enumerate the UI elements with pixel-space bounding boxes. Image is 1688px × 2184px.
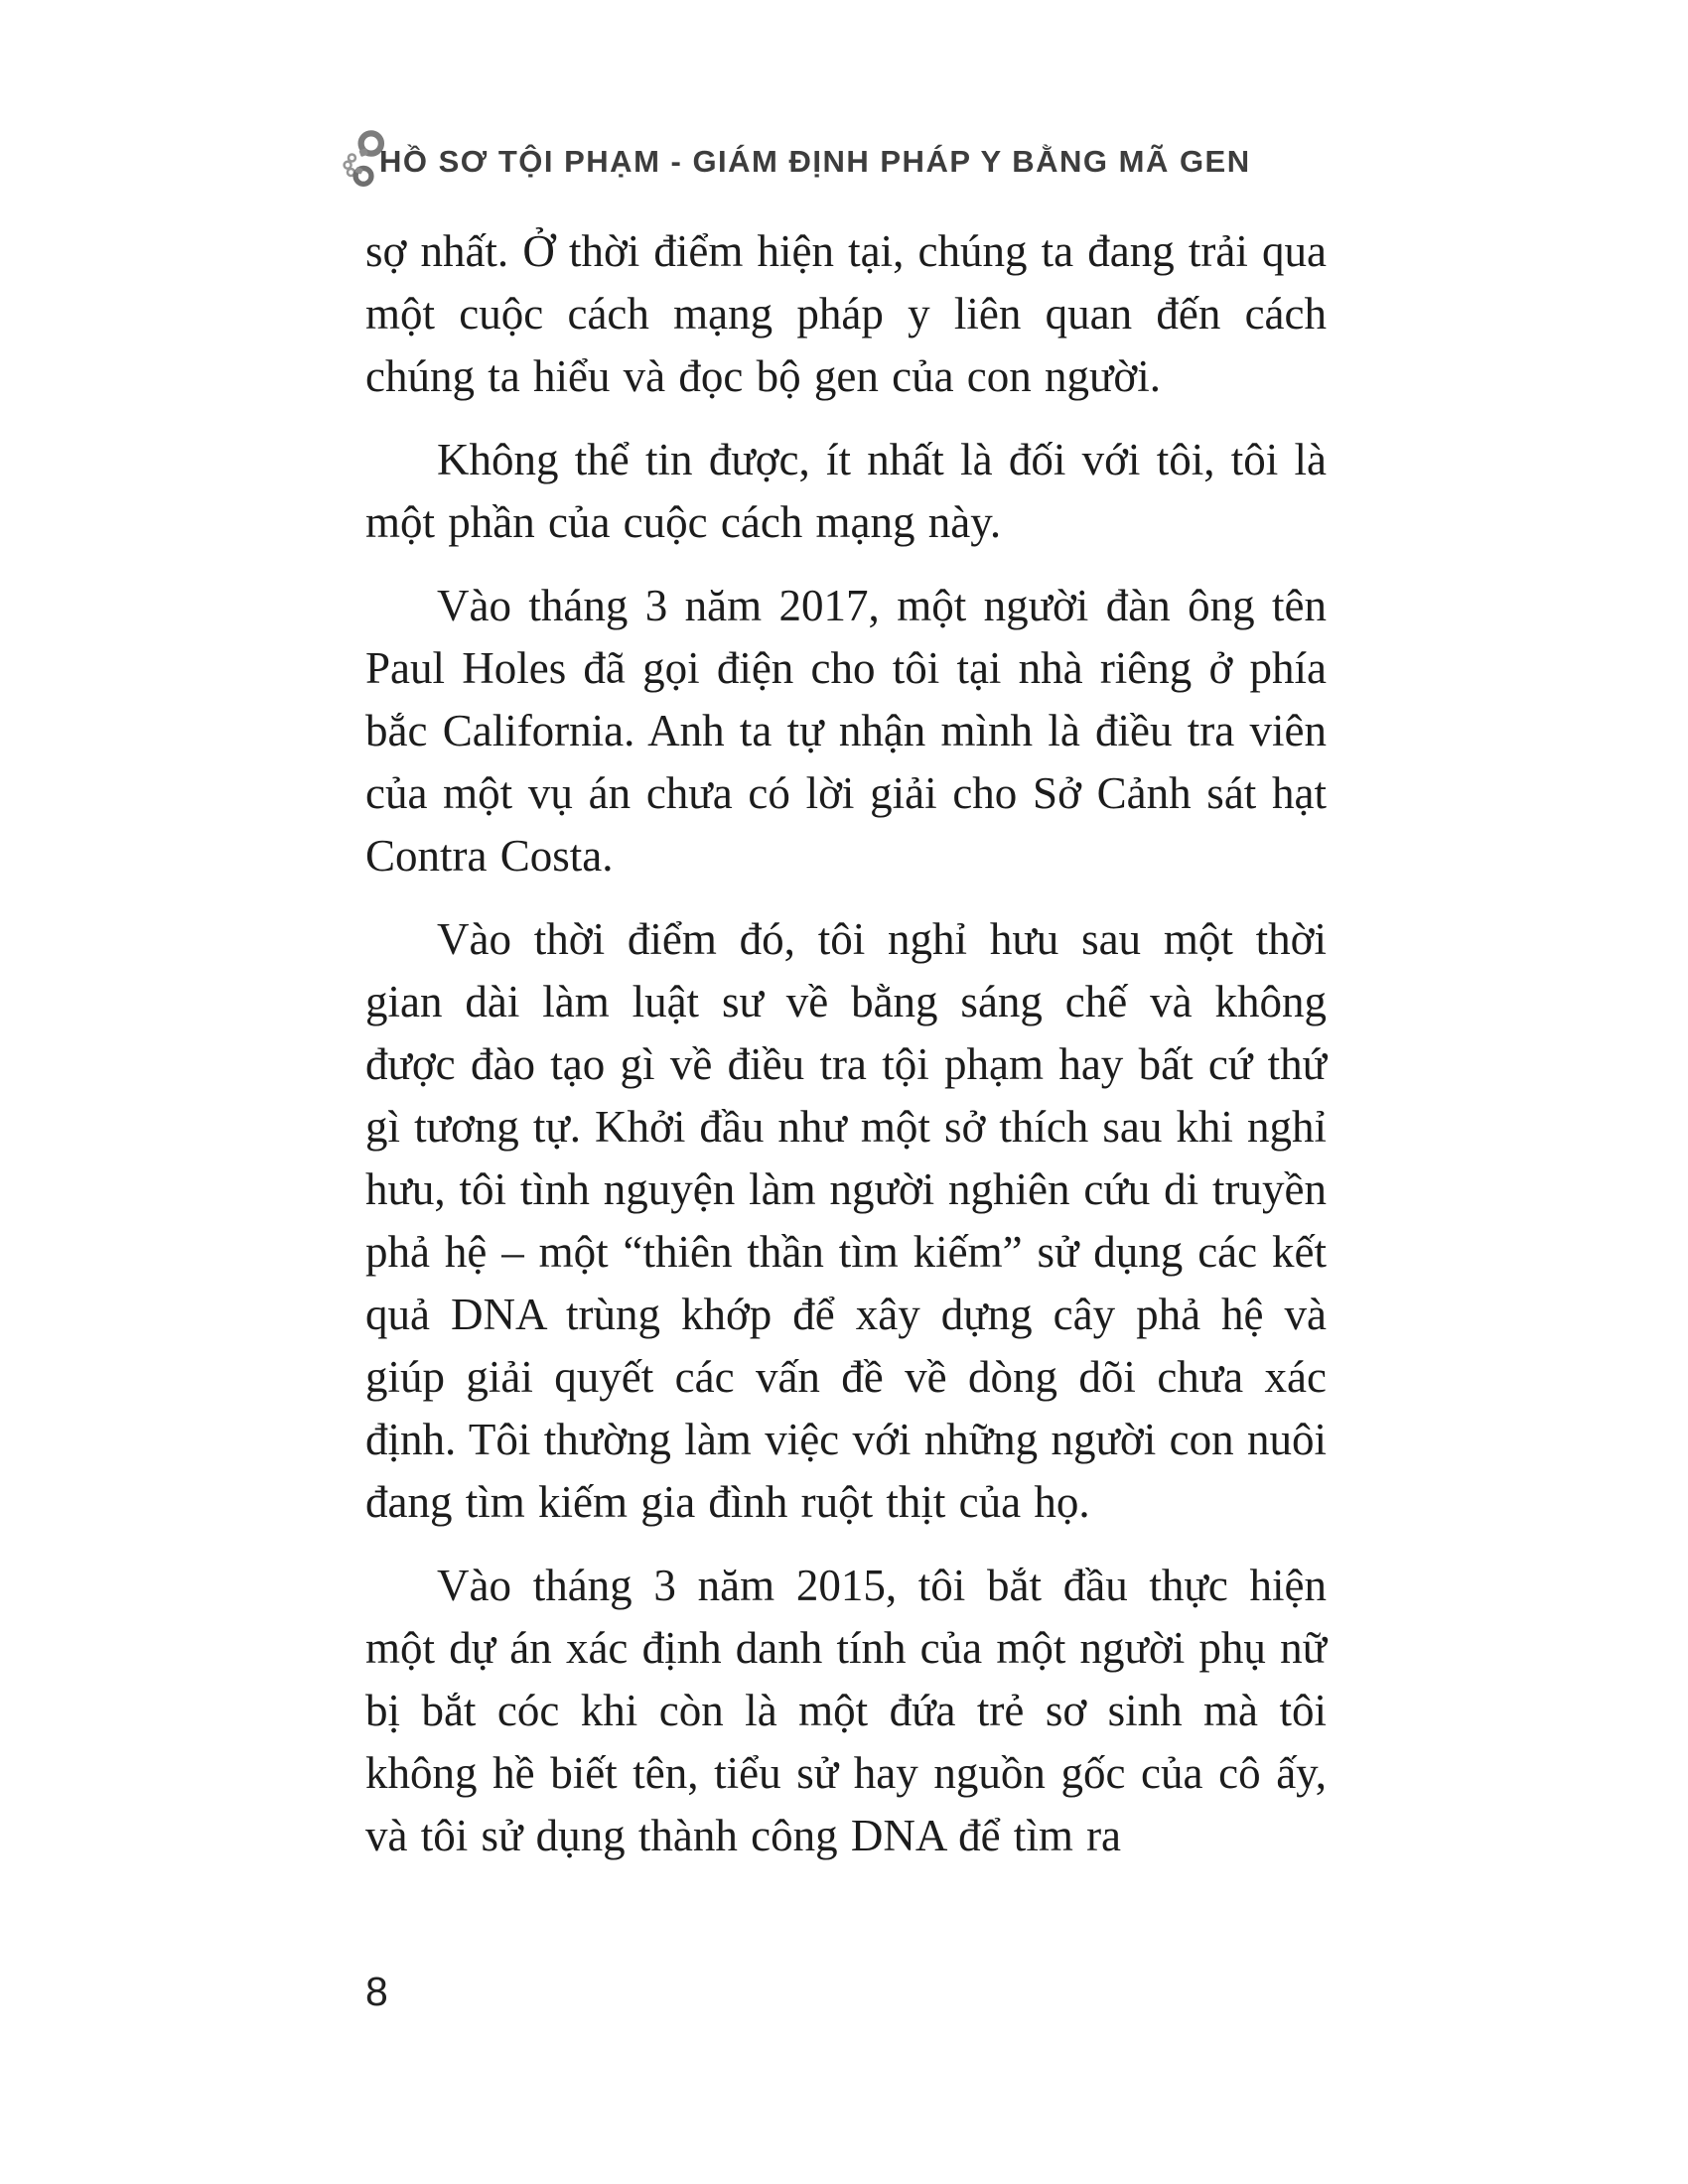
page-body bbox=[365, 220, 1327, 1888]
body-paragraph: sợ nhất. Ở thời điểm hiện tại, chúng ta đang trải qua một cuộc cách mạng pháp y liên quan đến cách chúng ta hiểu và đọc bộ gen của con người. bbox=[365, 226, 1327, 401]
body-paragraph: Vào thời điểm đó, tôi nghỉ hưu sau một thời gian dài làm luật sư về bằng sáng chế và không được đào tạo gì về điều tra tội phạm hay bất cứ thứ gì tương tự. Khởi đầu như một sở thích sau khi nghỉ hưu, tôi tình nguyện làm người nghiên cứu di truyền phả hệ – một “thiên thần tìm kiếm” sử dụng các kết quả DNA trùng khớp để xây dựng cây phả hệ và giúp giải quyết các vấn đề về dòng dõi chưa xác định. Tôi thường làm việc với những người con nuôi đang tìm kiếm gia đình ruột thịt của họ. bbox=[365, 914, 1327, 1527]
body-paragraph: Không thể tin được, ít nhất là đối với tôi, tôi là một phần của cuộc cách mạng này. bbox=[365, 435, 1327, 547]
body-paragraph: Vào tháng 3 năm 2015, tôi bắt đầu thực hiện một dự án xác định danh tính của một người phụ nữ bị bắt cóc khi còn là một đứa trẻ sơ sinh mà tôi không hề biết tên, tiểu sử hay nguồn gốc của cô ấy, và tôi sử dụng thành công DNA để tìm ra bbox=[365, 1561, 1327, 1860]
running-header-title: HỒ SƠ TỘI PHẠM - GIÁM ĐỊNH PHÁP Y BẰNG MÃ GEN bbox=[379, 144, 1251, 179]
page-number: 8 bbox=[365, 1969, 388, 2014]
running-header bbox=[336, 125, 1251, 181]
body-paragraph: Vào tháng 3 năm 2017, một người đàn ông tên Paul Holes đã gọi điện cho tôi tại nhà riêng ở phía bắc California. Anh ta tự nhận mình là điều tra viên của một vụ án chưa có lời giải cho Sở Cảnh sát hạt Contra Costa. bbox=[365, 581, 1327, 881]
